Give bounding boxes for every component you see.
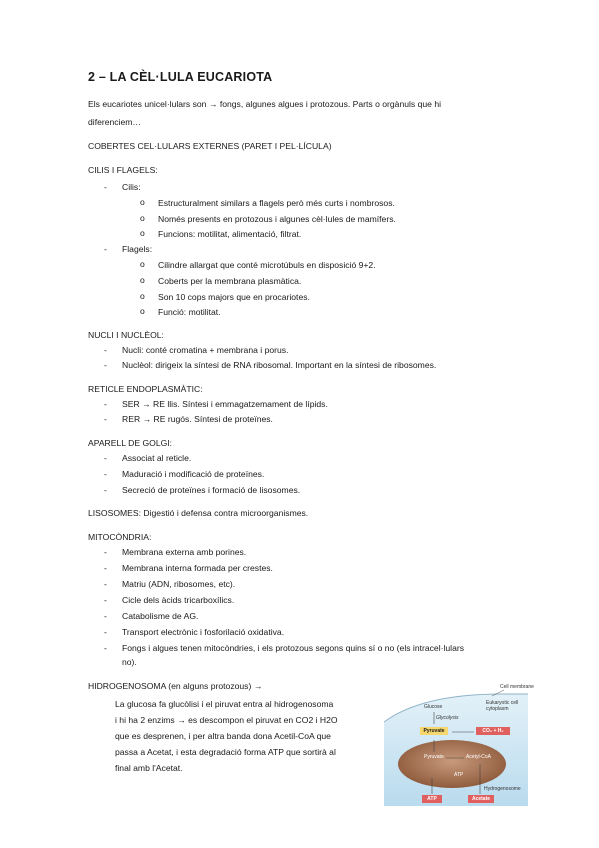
dash-bullet: -	[104, 345, 107, 355]
flagels-item: Coberts per la membrana plasmàtica.	[158, 276, 302, 286]
golgi-item: Maduració i modificació de proteïnes.	[122, 469, 265, 479]
sub-bullet: o	[140, 275, 145, 285]
flagels-item: Son 10 cops majors que en procariotes.	[158, 292, 310, 302]
hidro-line: que es desprenen, i per altra banda dona Acetil-CoA que	[115, 731, 331, 741]
sub-bullet: o	[140, 197, 145, 207]
section-hidro-heading: HIDROGENOSOMA (en alguns protozous) →	[88, 681, 263, 691]
page-title: 2 – LA CÈL·LULA EUCARIOTA	[88, 70, 273, 84]
dash-bullet: -	[104, 547, 107, 557]
glycolysis-label: Glycolysis	[436, 715, 459, 721]
nucli-item: Nucli: conté cromatina + membrana i porus.	[122, 345, 289, 355]
flagels-item: Funció: motilitat.	[158, 307, 221, 317]
mito-item: Membrana interna formada per crestes.	[122, 563, 273, 573]
dash-bullet: -	[104, 627, 107, 637]
cilis-item: Només presents en protozous i algunes cèl·lules de mamífers.	[158, 214, 396, 224]
dash-bullet: -	[104, 453, 107, 463]
hydrogenosome-diagram	[382, 682, 534, 806]
mito-item: Catabolisme de AG.	[122, 611, 199, 621]
section-cilis-heading: CILIS I FLAGELS:	[88, 165, 158, 175]
mito-item: Fongs i algues tenen mitocòndries, i els protozous segons quins sí o no (els intracel·lulars	[122, 643, 465, 653]
cytoplasm-label: Eukaryotic cell cytoplasm	[486, 700, 519, 712]
dash-bullet: -	[104, 469, 107, 479]
intro-line-1: Els eucariotes unicel·lulars son → fongs, algunes algues i protozous. Parts o orgànuls que hi	[88, 99, 442, 109]
flagels-item: Cilindre allargat que conté microtúbuls en disposició 9+2.	[158, 260, 376, 270]
sub-bullet: o	[140, 213, 145, 223]
mito-item: Transport electrònic i fosforilació oxidativa.	[122, 627, 285, 637]
acetyl-coa-label: Acetyl-CoA	[466, 754, 492, 760]
hidro-line: La glucosa fa glucòlisi i el piruvat entra al hidrogenosoma	[115, 699, 334, 709]
lisosomes-line: LISOSOMES: Digestió i defensa contra microorganismes.	[88, 508, 309, 518]
glucose-label: Glucose	[424, 704, 443, 710]
dash-bullet: -	[104, 579, 107, 589]
co2-h2-box: CO₂ + H₂	[476, 727, 510, 735]
golgi-item: Associat al reticle.	[122, 453, 192, 463]
hidro-line: passa a Acetat, i esta degradació forma ATP que sortirà al	[115, 747, 336, 757]
cell-membrane-label: Cell membrane	[500, 684, 534, 690]
mito-item: Membrana externa amb porines.	[122, 547, 247, 557]
hydrogenosome-label: Hydrogenosome	[484, 786, 521, 792]
mito-item: Matriu (ADN, ribosomes, etc).	[122, 579, 236, 589]
mito-item: Cicle dels àcids tricarboxílics.	[122, 595, 235, 605]
dash-bullet: -	[104, 244, 107, 254]
hydrogenosome-organelle	[398, 740, 506, 788]
dash-bullet: -	[104, 182, 107, 192]
sub-bullet: o	[140, 259, 145, 269]
section-cobertes-heading: COBERTES CEL·LULARS EXTERNES (PARET I PEL·LÍCULA)	[88, 141, 332, 151]
dash-bullet: -	[104, 399, 107, 409]
hidro-line: final amb l'Acetat.	[115, 763, 183, 773]
mito-item-cont: no).	[122, 657, 137, 667]
hidro-line: i hi ha 2 enzims → es descompon el piruvat en CO2 i H2O	[115, 715, 338, 725]
sub-bullet: o	[140, 291, 145, 301]
acetate-box: Acetate	[468, 795, 494, 803]
section-reticle-heading: RETICLE ENDOPLASMÀTIC:	[88, 384, 203, 394]
cilis-label: Cilis:	[122, 182, 141, 192]
atp-box: ATP	[422, 795, 442, 803]
dash-bullet: -	[104, 643, 107, 653]
dash-bullet: -	[104, 485, 107, 495]
section-golgi-heading: APARELL DE GOLGI:	[88, 438, 173, 448]
cilis-item: Funcions: motilitat, alimentació, filtrat.	[158, 229, 302, 239]
atp-inner-label: ATP	[454, 772, 464, 778]
golgi-item: Secreció de proteïnes i formació de lisosomes.	[122, 485, 301, 495]
pyruvate-label: Pyruvate	[424, 754, 444, 760]
dash-bullet: -	[104, 414, 107, 424]
dash-bullet: -	[104, 595, 107, 605]
nucli-item: Nuclèol: dirigeix la síntesi de RNA ribosomal. Important en la síntesi de ribosomes.	[122, 360, 437, 370]
cilis-item: Estructuralment similars a flagels però més curts i nombrosos.	[158, 198, 395, 208]
dash-bullet: -	[104, 360, 107, 370]
pyruvate-top-box: Pyruvate	[420, 727, 448, 735]
flagels-label: Flagels:	[122, 244, 153, 254]
reticle-item: RER → RE rugós. Síntesi de proteïnes.	[122, 414, 273, 424]
section-mito-heading: MITOCÒNDRIA:	[88, 532, 152, 542]
sub-bullet: o	[140, 228, 145, 238]
dash-bullet: -	[104, 611, 107, 621]
reticle-item: SER → RE llis. Síntesi i emmagatzemament de lípids.	[122, 399, 328, 409]
intro-line-2: diferenciem…	[88, 117, 142, 127]
sub-bullet: o	[140, 306, 145, 316]
dash-bullet: -	[104, 563, 107, 573]
section-nucli-heading: NUCLI I NUCLÈOL:	[88, 330, 164, 340]
